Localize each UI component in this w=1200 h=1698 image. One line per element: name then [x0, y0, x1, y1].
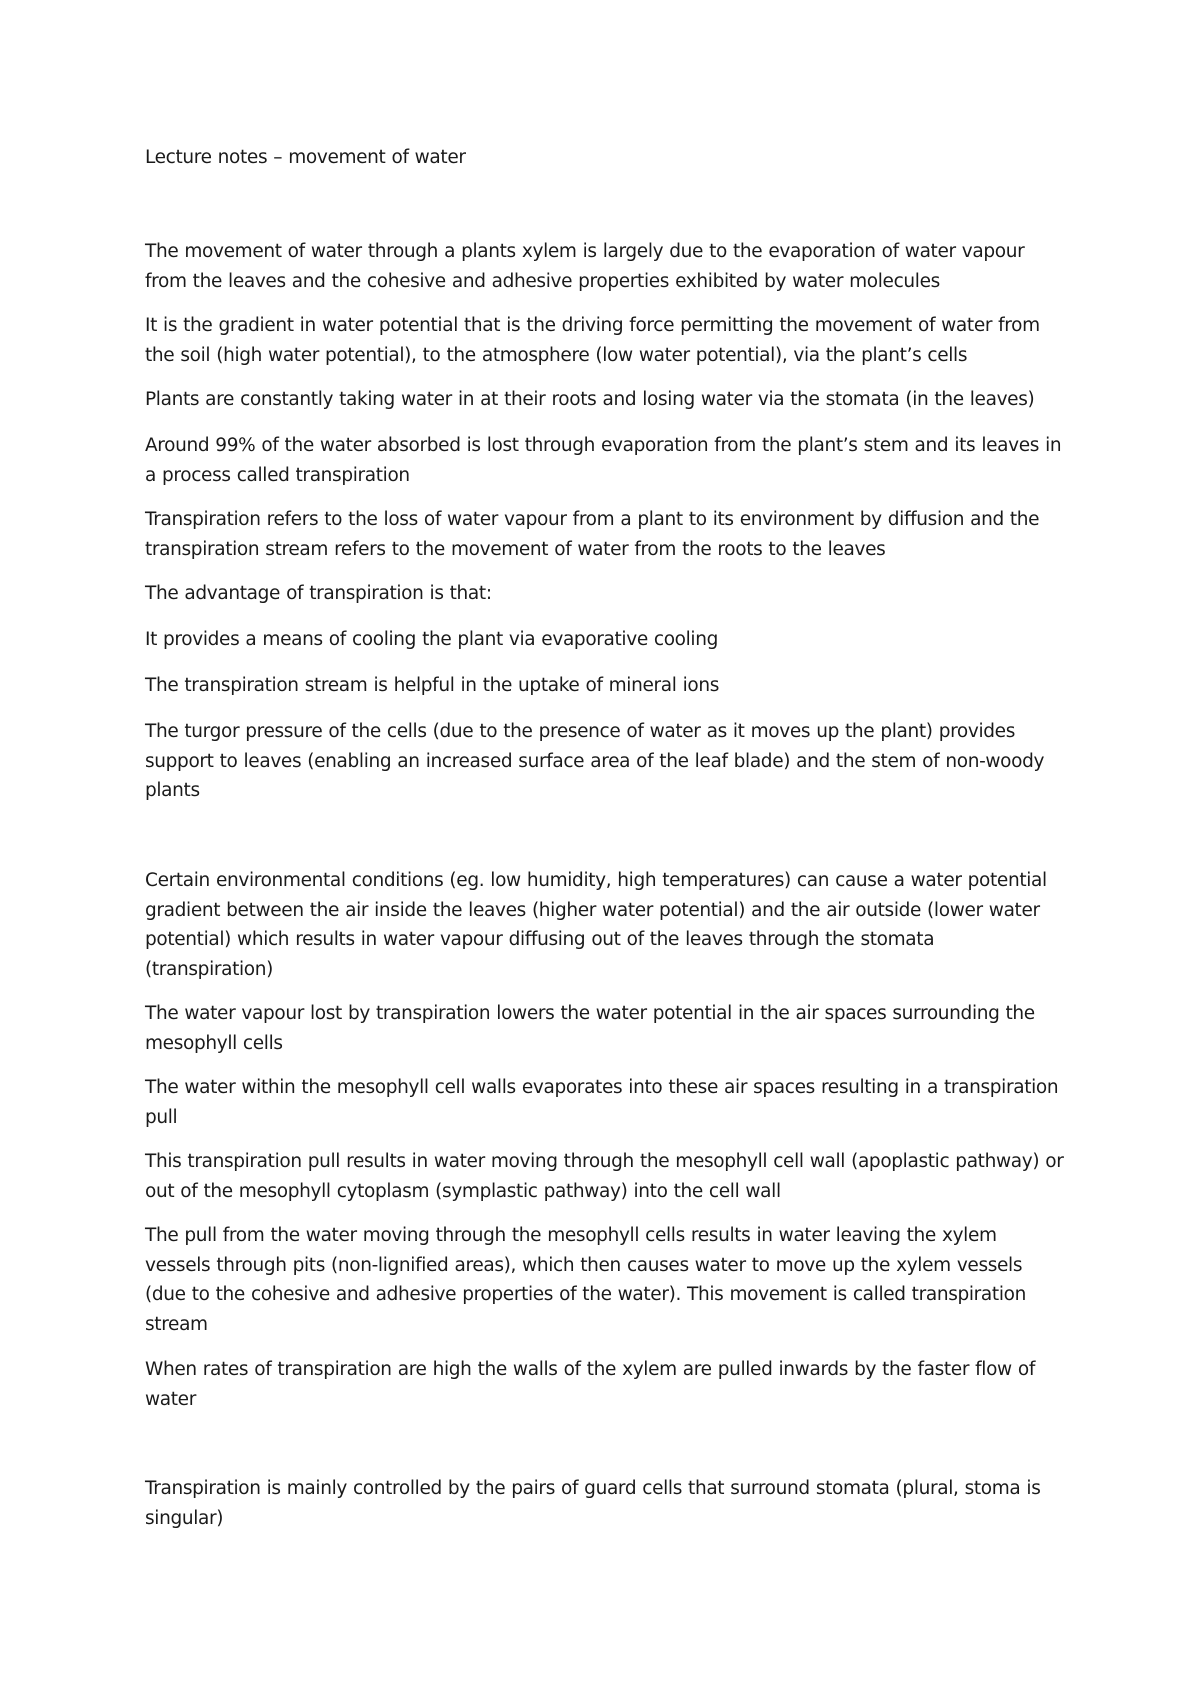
paragraph: Certain environmental conditions (eg. low humidity, high temperatures) can cause a water potential gradient between the air inside the leaves (higher water potential) and the air outside (lower water potential) which results in water vapour diffusing out of the leaves through the stomata (transpiration) [145, 870, 1047, 980]
paragraph: The advantage of transpiration is that: [145, 583, 492, 604]
paragraph: It provides a means of cooling the plant via evaporative cooling [145, 629, 718, 650]
paragraph: The transpiration stream is helpful in the uptake of mineral ions [145, 675, 719, 696]
paragraph: Transpiration refers to the loss of water vapour from a plant to its environment by diffusion and the transpiration stream refers to the movement of water from the roots to the leaves [145, 509, 1040, 560]
paragraph: The water within the mesophyll cell walls evaporates into these air spaces resulting in a transpiration pull [145, 1077, 1059, 1128]
paragraph: The movement of water through a plants xylem is largely due to the evaporation of water vapour from the leaves and the cohesive and adhesive properties exhibited by water molecules [145, 241, 1025, 292]
paragraph: It is the gradient in water potential that is the driving force permitting the movement of water from the soil (high water potential), to the atmosphere (low water potential), via the plant’s cells [145, 315, 1040, 366]
paragraph: The turgor pressure of the cells (due to the presence of water as it moves up the plant) provides support to leaves (enabling an increased surface area of the leaf blade) and the stem of non-woody plants [145, 721, 1045, 801]
paragraph: Around 99% of the water absorbed is lost through evaporation from the plant’s stem and its leaves in a process called transpiration [145, 435, 1062, 486]
paragraph: The water vapour lost by transpiration lowers the water potential in the air spaces surrounding the mesophyll cells [145, 1003, 1035, 1054]
paragraph: When rates of transpiration are high the walls of the xylem are pulled inwards by the faster flow of water [145, 1359, 1035, 1410]
page-title: Lecture notes – movement of water [145, 147, 466, 168]
paragraph: Transpiration is mainly controlled by the pairs of guard cells that surround stomata (plural, stoma is singular) [145, 1478, 1041, 1529]
paragraph: The pull from the water moving through the mesophyll cells results in water leaving the xylem vessels through pits (non-lignified areas), which then causes water to move up the xylem vessels (due to the cohesive and adhesive properties of the water). This movement is called transpiration stream [145, 1225, 1026, 1335]
paragraph: Plants are constantly taking water in at their roots and losing water via the stomata (in the leaves) [145, 389, 1035, 410]
paragraph: This transpiration pull results in water moving through the mesophyll cell wall (apoplastic pathway) or out of the mesophyll cytoplasm (symplastic pathway) into the cell wall [145, 1151, 1064, 1202]
